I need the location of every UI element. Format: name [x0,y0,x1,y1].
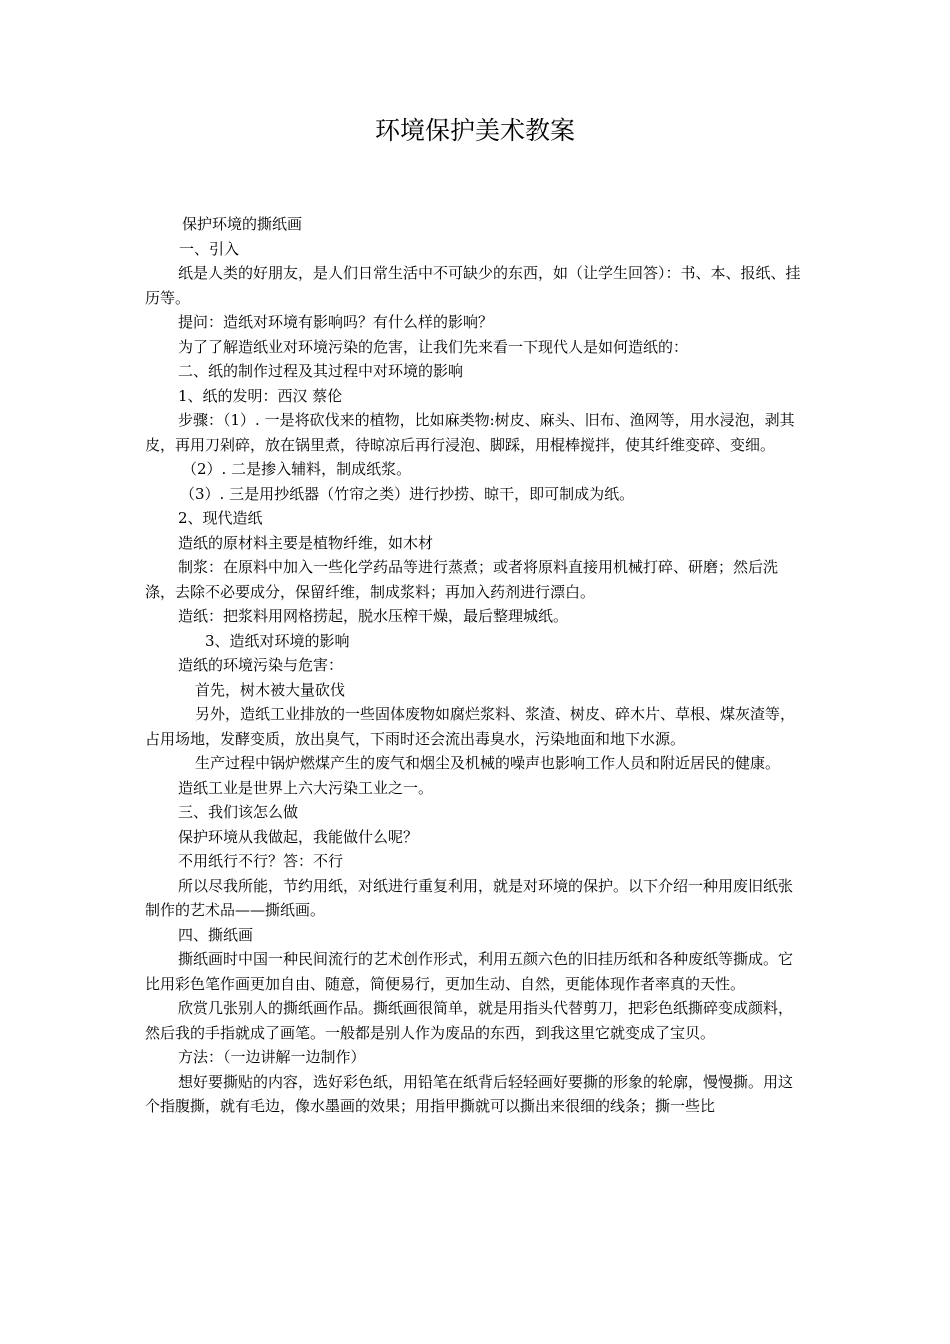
paragraph: 步骤：（1）. 一是将砍伐来的植物，比如麻类物:树皮、麻头、旧布、渔网等，用水浸泡，剥其皮，再用刀剁碎，放在锅里煮，待晾凉后再行浸泡、脚踩，用棍棒搅拌，使其纤维变碎、变细。 [145,411,795,454]
paragraph: 保护环境的撕纸画 [182,215,303,233]
paragraph: 四、撕纸画 [178,925,254,944]
paragraph: 另外，造纸工业排放的一些固体废物如腐烂浆料、浆渣、树皮、碎木片、草根、煤灰渣等，占用场地，发酵变质，放出臭气，下雨时还会流出毒臭水，污染地面和地下水源。 [145,705,796,748]
paragraph: 造纸：把浆料用网格捞起，脱水压榨干燥，最后整理城纸。 [178,607,569,625]
paragraph: 制浆：在原料中加入一些化学药品等进行蒸煮；或者将原料直接用机械打碎、研磨；然后洗涤，去除不必要成分，保留纤维，制成浆料；再加入药剂进行漂白。 [145,558,779,601]
paragraph: 纸是人类的好朋友，是人们日常生活中不可缺少的东西，如（让学生回答）：书、本、报纸、挂历等。 [145,264,801,307]
paragraph: 生产过程中锅炉燃煤产生的废气和烟尘及机械的噪声也影响工作人员和附近居民的健康。 [195,754,781,772]
paragraph: 2、现代造纸 [178,509,263,527]
paragraph: 造纸的环境污染与危害： [178,656,344,674]
document-body [145,212,807,1119]
paragraph: 所以尽我所能，节约用纸，对纸进行重复利用，就是对环境的保护。以下介绍一种用废旧纸张制作的艺术品——撕纸画。 [145,876,794,919]
paragraph: 首先，树木被大量砍伐 [195,680,346,699]
paragraph: （3）. 三是用抄纸器（竹帘之类）进行抄捞、晾干，即可制成为纸。 [180,484,635,503]
paragraph: 1、纸的发明：西汉 蔡伦 [178,386,343,405]
paragraph: 方法：（一边讲解一边制作） [178,1048,366,1066]
paragraph: 一、引入 [179,239,240,258]
paragraph: 3、造纸对环境的影响 [205,631,350,650]
paragraph: 欣赏几张别人的撕纸画作品。撕纸画很简单，就是用指头代替剪刀，把彩色纸撕碎变成颜料，然后我的手指就成了画笔。一般都是别人作为废品的东西，到我这里它就变成了宝贝。 [145,999,794,1042]
paragraph: 为了了解造纸业对环境污染的危害，让我们先来看一下现代人是如何造纸的： [178,337,689,356]
paragraph: 撕纸画时中国一种民间流行的艺术创作形式，利用五颜六色的旧挂历纸和各种废纸等撕成。它比用彩色笔作画更加自由、随意，简便易行，更加生动、自然，更能体现作者率真的天性。 [145,950,794,993]
paragraph: 保护环境从我做起，我能做什么呢？ [178,827,419,846]
paragraph: 造纸的原材料主要是植物纤维，如木材 [178,533,434,552]
paragraph: 想好要撕贴的内容，选好彩色纸，用铅笔在纸背后轻轻画好要撕的形象的轮廓，慢慢撕。用这个指腹撕，就有毛边，像水墨画的效果；用指甲撕就可以撕出来很细的线条；撕一些比 [145,1072,794,1115]
paragraph: 提问：造纸对环境有影响吗？有什么样的影响？ [178,313,494,331]
paragraph: （2）. 二是掺入辅料，制成纸浆。 [182,460,412,478]
paragraph: 二、纸的制作过程及其过程中对环境的影响 [178,362,464,380]
paragraph: 造纸工业是世界上六大污染工业之一。 [178,778,434,797]
document-title: 环境保护美术教案 [374,116,575,145]
paragraph: 不用纸行不行？答：不行 [178,852,344,870]
paragraph: 三、我们该怎么做 [178,803,299,821]
